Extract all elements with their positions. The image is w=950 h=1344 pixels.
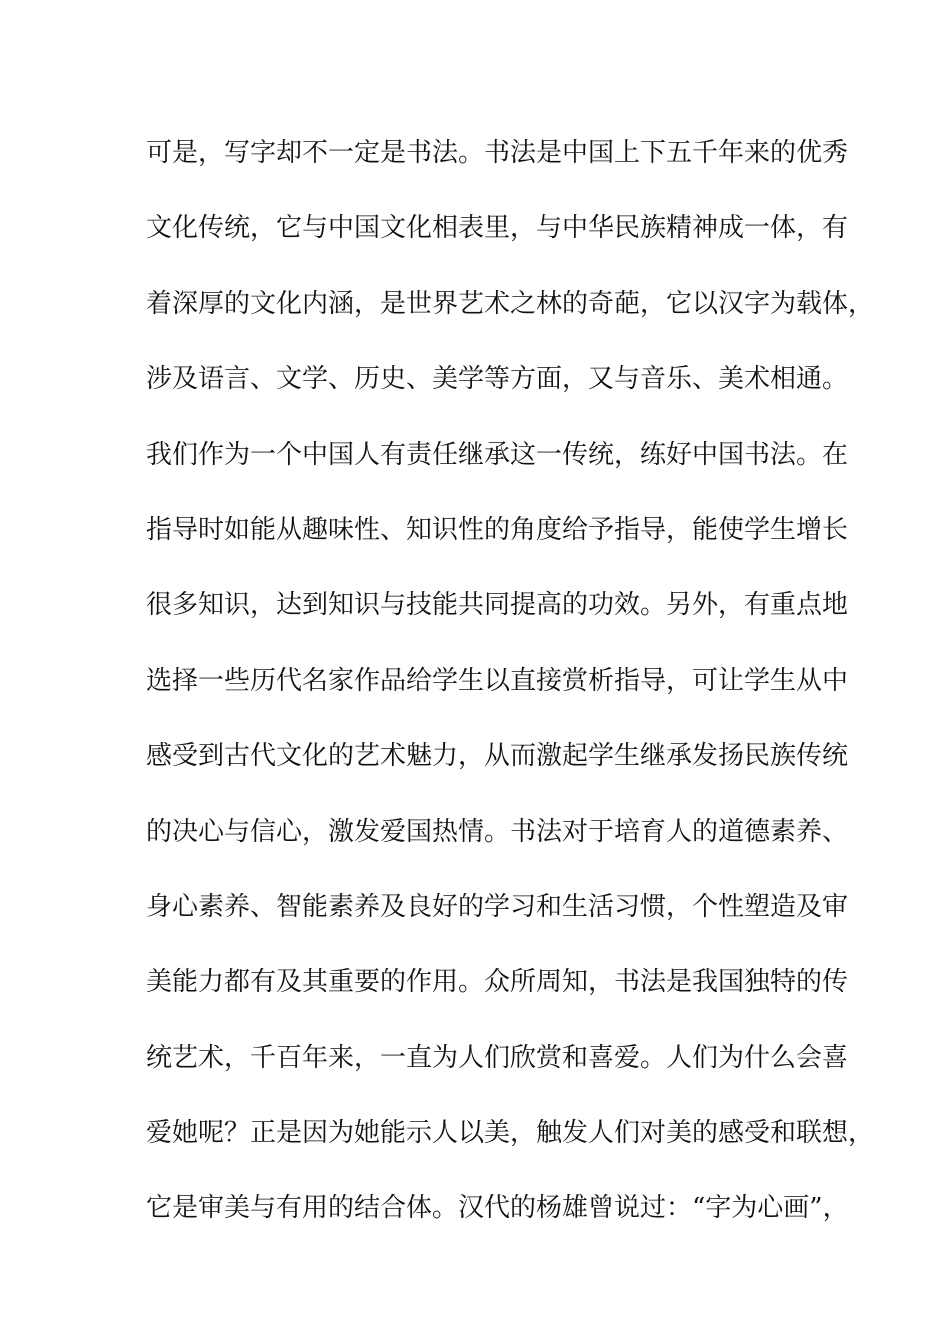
text-line: 它是审美与有用的结合体。汉代的杨雄曾说过：“字为心画”，: [146, 1193, 849, 1224]
text-line: 指导时如能从趣味性、知识性的角度给予指导，能使学生增长: [146, 514, 849, 545]
text-line: 身心素养、智能素养及良好的学习和生活习惯，个性塑造及审: [146, 891, 849, 922]
text-line: 选择一些历代名家作品给学生以直接赏析指导，可让学生从中: [146, 665, 849, 696]
text-line: 文化传统，它与中国文化相表里，与中华民族精神成一体，有: [146, 213, 849, 244]
text-line: 爱她呢？正是因为她能示人以美，触发人们对美的感受和联想，: [146, 1118, 875, 1149]
text-line: 的决心与信心，激发爱国热情。书法对于培育人的道德素养、: [146, 816, 849, 847]
text-line: 我们作为一个中国人有责任继承这一传统，练好中国书法。在: [146, 439, 849, 470]
text-line: 统艺术，千百年来，一直为人们欣赏和喜爱。人们为什么会喜: [146, 1042, 849, 1073]
text-line: 很多知识，达到知识与技能共同提高的功效。另外，有重点地: [146, 590, 849, 621]
text-line: 感受到古代文化的艺术魅力，从而激起学生继承发扬民族传统: [146, 741, 849, 772]
text-line: 美能力都有及其重要的作用。众所周知，书法是我国独特的传: [146, 967, 849, 998]
body-text: [146, 134, 875, 1265]
text-line: 可是，写字却不一定是书法。书法是中国上下五千年来的优秀: [146, 138, 849, 168]
text-line: 涉及语言、文学、历史、美学等方面，又与音乐、美术相通。: [146, 364, 849, 395]
text-line: 着深厚的文化内涵，是世界艺术之林的奇葩，它以汉字为载体，: [146, 288, 875, 319]
